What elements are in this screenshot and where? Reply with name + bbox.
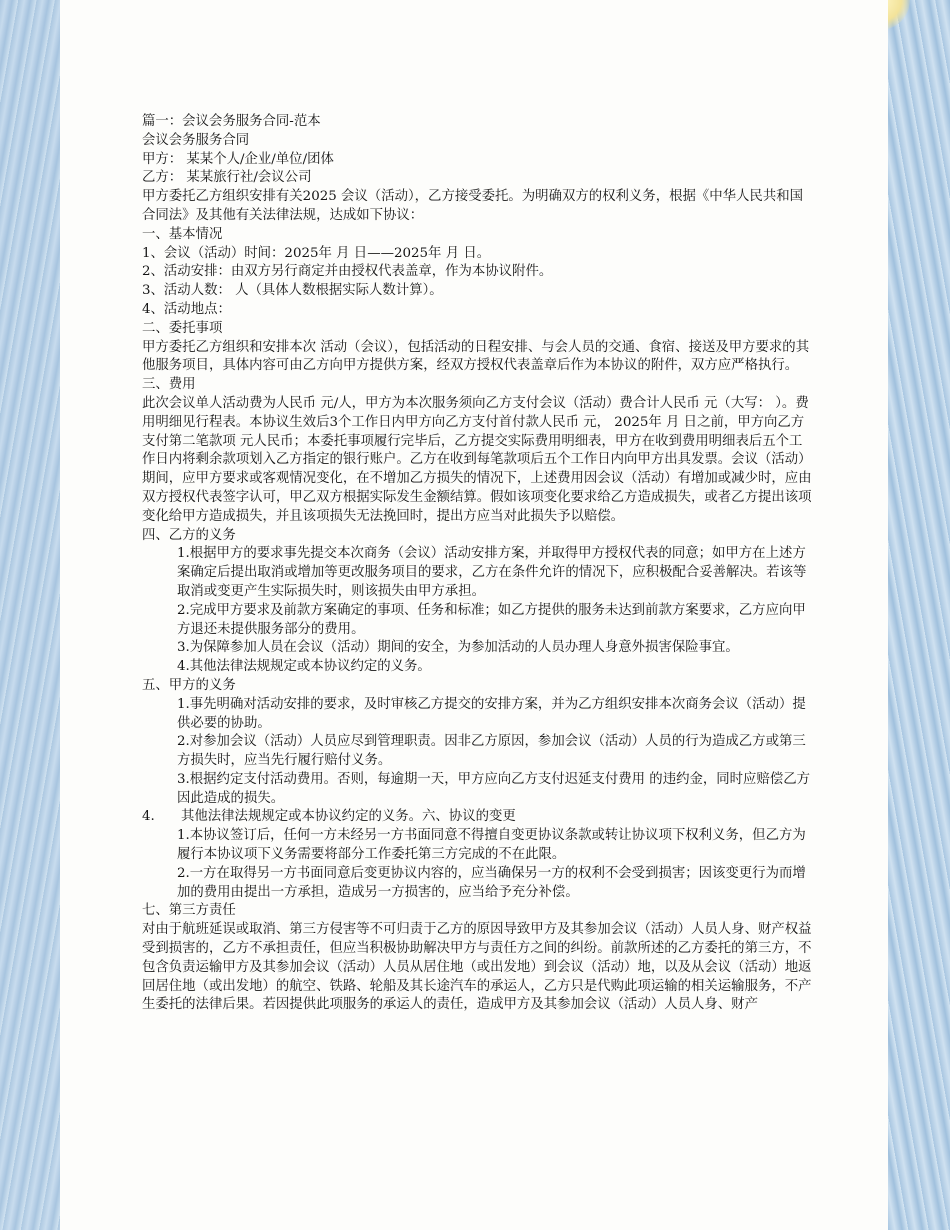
background-right-decoration: [888, 0, 950, 1230]
section-heading-fees: 三、费用: [142, 377, 196, 393]
item-text: 其他法律法规规定或本协议约定的义务。六、协议的变更: [181, 809, 516, 825]
party-b-duty-item: 3.为保障参加人员在会议（活动）期间的安全，为参加活动的人员办理人身意外损害保险事宜。: [177, 640, 739, 656]
third-party-paragraph: 对由于航班延误或取消、第三方侵害等不可归责于乙方的原因导致甲方及其参加会议（活动）人员人身、财产权益受到损害的，乙方不承担责任，但应当积极协助解决甲方与责任方之间的纠纷。前款所述的乙方委托的第三方，不包含负责运输甲方及其参加会议（活动）人员从居住地（或出发地）到会议（活动）地，以及从会议（活动）地返回居住地（或出发地）的航空、铁路、轮船及其长途汽车的承运人，乙方只是代购此项运输的相关运输服务，不产生委托的法律后果。若因提供此项服务的承运人的责任，造成甲方及其参加会议（活动）人员人身、财产: [142, 922, 812, 1013]
background-left-decoration: [0, 0, 60, 1230]
item-number: 4.: [142, 809, 155, 825]
section-heading-party-b-duties: 四、乙方的义务: [142, 527, 236, 543]
party-a-duty-item: 3.根据约定支付活动费用。否则，每逾期一天，甲方应向乙方支付迟延支付费用 的违约金，同时应赔偿乙方因此造成的损失。: [177, 771, 810, 806]
document-heading: 篇一：会议会务服务合同-范本: [142, 114, 321, 129]
party-a-duty-item-4: [142, 808, 812, 827]
section-heading-party-a-duties: 五、甲方的义务: [142, 677, 236, 693]
party-b-line: 乙方： 某某旅行社/会议公司: [142, 170, 312, 186]
section-heading-third-party: 七、第三方责任: [142, 903, 236, 919]
change-item: 1.本协议签订后，任何一方未经另一方书面同意不得擅自变更协议条款或转让协议项下权利义务，但乙方为履行本协议项下义务需要将部分工作委托第三方完成的不在此限。: [177, 828, 806, 863]
party-a-duty-item: 2.对参加会议（活动）人员应尽到管理职责。因非乙方原因，参加会议（活动）人员的行为造成乙方或第三方损失时，应当先行履行赔付义务。: [177, 734, 806, 769]
basic-item-arrangement: 2、活动安排：由双方另行商定并由授权代表盖章，作为本协议附件。: [142, 264, 553, 280]
party-a-line: 甲方： 某某个人/企业/单位/团体: [142, 151, 334, 167]
party-b-duty-item: 1.根据甲方的要求事先提交本次商务（会议）活动安排方案，并取得甲方授权代表的同意；如甲方在上述方案确定后提出取消或增加等更改服务项目的要求，乙方在条件允许的情况下，应积极配合妥善解决。若该等取消或变更产生实际损失时，则该损失由甲方承担。: [177, 546, 807, 599]
section-heading-entrust: 二、委托事项: [142, 320, 223, 336]
basic-item-headcount: 3、活动人数： 人（具体人数根据实际人数计算）。: [142, 283, 443, 299]
entrust-paragraph: 甲方委托乙方组织和安排本次 活动（会议），包括活动的日程安排、与会人员的交通、食宿、接送及甲方要求的其他服务项目，具体内容可由乙方向甲方提供方案，经双方授权代表盖章后作为本协议的附件，双方应严格执行。: [142, 339, 810, 374]
basic-item-time: 1、会议（活动）时间：2025年 月 日——2025年 月 日。: [142, 245, 491, 261]
preamble-paragraph: 甲方委托乙方组织安排有关2025 会议（活动），乙方接受委托。为明确双方的权利义务，根据《中华人民共和国合同法》及其他有关法律法规，达成如下协议：: [142, 189, 803, 223]
party-b-duty-item: 2.完成甲方要求及前款方案确定的事项、任务和标准；如乙方提供的服务未达到前款方案要求，乙方应向甲方退还未提供服务部分的费用。: [177, 602, 806, 637]
basic-item-location: 4、活动地点：: [142, 301, 231, 317]
party-b-duty-item: 4.其他法律法规规定或本协议约定的义务。: [177, 659, 431, 675]
contract-title: 会议会务服务合同: [142, 132, 250, 148]
section-heading-basic: 一、基本情况: [142, 226, 223, 242]
change-item: 2.一方在取得另一方书面同意后变更协议内容的，应当确保另一方的权利不会受到损害；因该变更行为而增加的费用由提出一方承担，造成另一方损害的，应当给予充分补偿。: [177, 865, 806, 900]
party-a-duty-item: 1.事先明确对活动安排的要求，及时审核乙方提交的安排方案，并为乙方组织安排本次商务会议（活动）提供必要的协助。: [177, 696, 806, 731]
fees-paragraph: 此次会议单人活动费为人民币 元/人，甲方为本次服务须向乙方支付会议（活动）费合计人民币 元（大写： ）。费用明细见行程表。本协议生效后3个工作日内甲方向乙方支付首付款人民币 元， 2025年 月 日之前，甲方向乙方支付第二笔款项 元人民币；本委托事项履行完毕后，乙方提交实际费用明细表，甲方在收到费用明细表后五个工作日内将剩余款项划入乙方指定的银行账户。乙方在收到每笔款项后五个工作日内向甲方出具发票。会议（活动）期间，应甲方要求或客观情况变化，在不增加乙方损失的情况下，上述费用因会议（活动）有增加或减少时，应由双方授权代表签字认可，甲乙双方根据实际发生金额结算。假如该项变化要求给乙方造成损失，或者乙方提出该项变化给甲方造成损失，并且该项损失无法挽回时，提出方应当对此损失予以赔偿。: [142, 395, 812, 524]
document-body: [142, 113, 812, 1015]
